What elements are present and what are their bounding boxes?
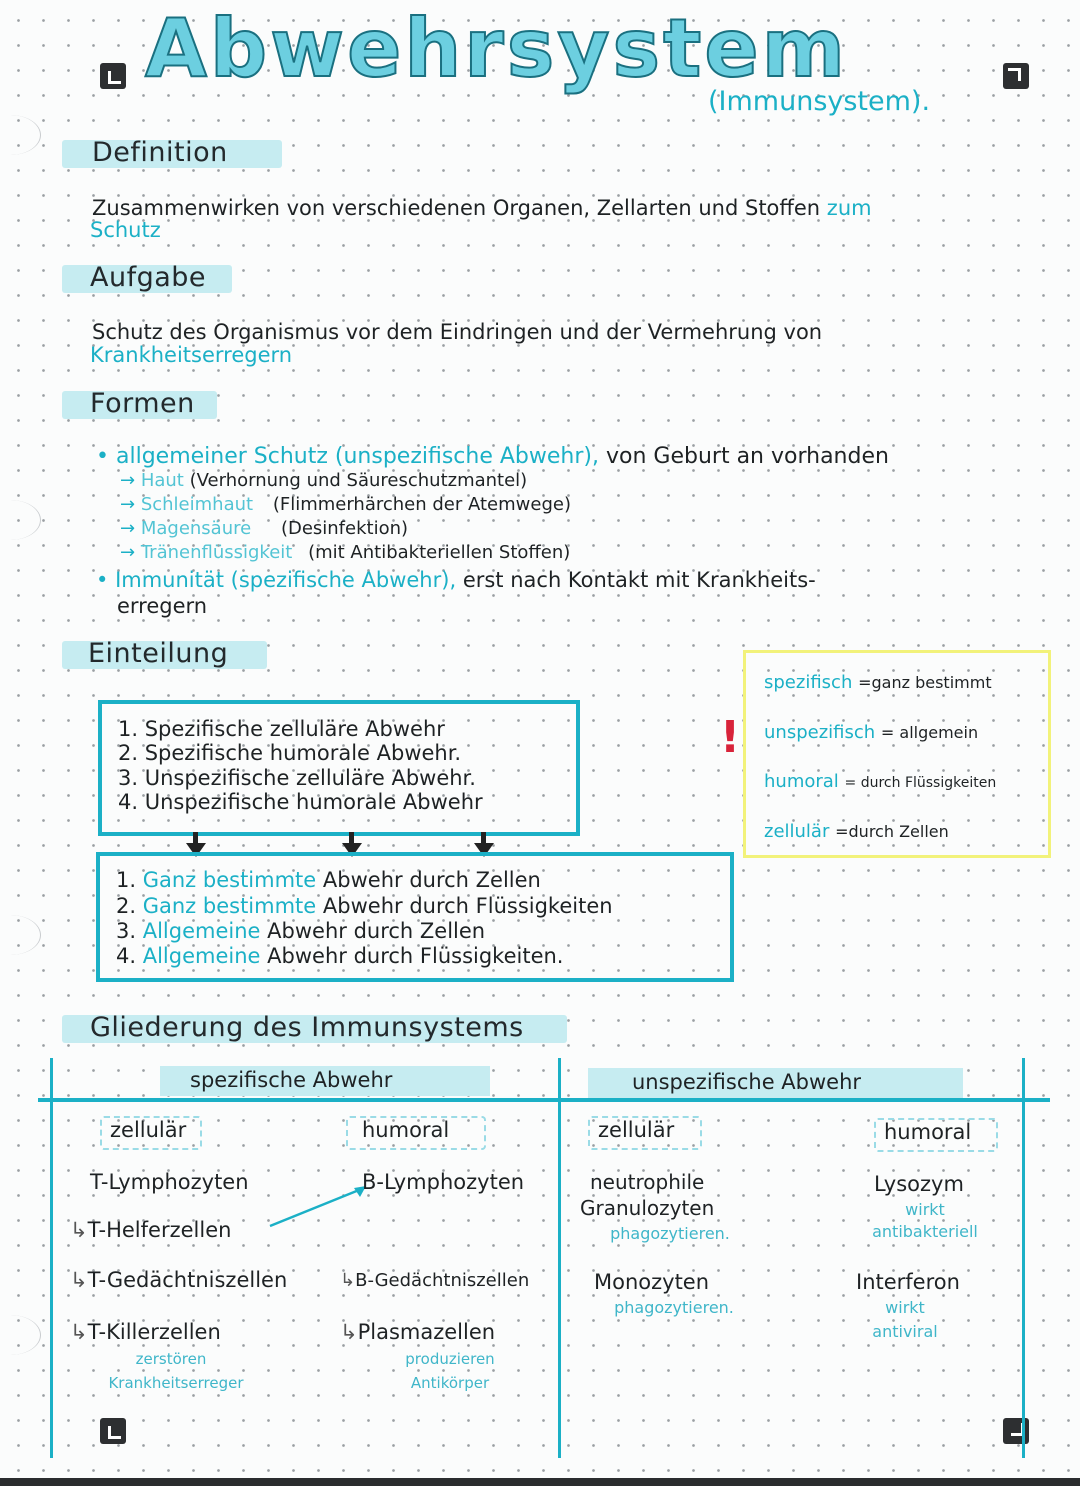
granulozyten: Granulozyten: [580, 1196, 715, 1220]
definition-text: [92, 196, 872, 220]
formen-bullet-1: [96, 444, 889, 469]
formen-sub-3: → Magensäure (Desinfektion): [120, 518, 409, 539]
arrow-helfer-to-b-icon: [266, 1180, 376, 1230]
sub-arrow-icon: ↳: [70, 1268, 88, 1292]
t-helferzellen: ↳T-Helferzellen: [70, 1218, 232, 1242]
arrow-icon: →: [120, 542, 136, 563]
sub-arrow-icon: ↳: [340, 1270, 356, 1291]
header-unspezifisch: unspezifische Abwehr: [632, 1070, 862, 1094]
formen-bullet-1-rest: von Geburt an vorhanden: [606, 444, 889, 469]
formen-bullet-1-cyan: allgemeiner Schutz (unspezifische Abwehr),: [115, 444, 599, 469]
box2-line-4: 4. Allgemeine Abwehr durch Flüssigkeiten.: [116, 944, 564, 968]
col-humoral-unspez: humoral: [884, 1120, 972, 1144]
formen-sub-1: → Haut (Verhornung und Säureschutzmantel): [120, 470, 528, 491]
box2-line-1: 1. Ganz bestimmte Abwehr durch Zellen: [116, 868, 541, 892]
definition-text-cyan-2: Schutz: [90, 218, 161, 242]
def-humoral: humoral = durch Flüssigkeiten: [764, 771, 997, 792]
sub-arrow-icon: ↳: [70, 1320, 88, 1344]
table-header-line: [38, 1098, 1050, 1102]
t-lymphozyten: T-Lymphozyten: [90, 1170, 249, 1194]
col-zellular-spez: zellulär: [110, 1118, 187, 1142]
definition-text-main: Zusammenwirken von verschiedenen Organen, Zellarten und Stoffen: [92, 196, 821, 220]
bullet-icon: •: [96, 444, 109, 469]
page-subtitle: (Immunsystem).: [708, 86, 931, 117]
arrow-icon: →: [120, 518, 136, 539]
arrow-icon: →: [120, 470, 136, 491]
formen-bullet-2-cyan: Immunität (spezifische Abwehr),: [115, 568, 457, 592]
b-gedaechtniszellen: ↳B-Gedächtniszellen: [340, 1270, 530, 1291]
bullet-icon: •: [96, 568, 109, 592]
formen-bullet-2-rest: erst nach Kontakt mit Krankheits-: [462, 568, 816, 592]
plasmazellen: ↳Plasmazellen: [340, 1320, 496, 1344]
table-middle-line: [558, 1058, 561, 1458]
col-humoral-spez: humoral: [362, 1118, 450, 1142]
header-spezifisch: spezifische Abwehr: [190, 1068, 393, 1092]
punch-hole: [0, 115, 41, 155]
aufgabe-text-cyan: Krankheitserregern: [90, 343, 293, 367]
box1-line-2: 2. Spezifische humorale Abwehr.: [118, 741, 462, 765]
heading-einteilung: Einteilung: [88, 638, 229, 669]
interferon: Interferon: [856, 1270, 960, 1294]
b-lymphozyten: B-Lymphozyten: [362, 1170, 525, 1194]
note-krankheitserreger: Krankheitserreger: [108, 1374, 244, 1392]
note-phagozytieren-1: phagozytieren.: [610, 1224, 730, 1243]
def-spezifisch: spezifisch =ganz bestimmt: [764, 672, 992, 693]
box1-line-4: 4. Unspezifische humorale Abwehr: [118, 790, 483, 814]
lysozym: Lysozym: [874, 1172, 964, 1196]
box1-line-3: 3. Unspezifische zelluläre Abwehr.: [118, 766, 476, 790]
sub-arrow-icon: ↳: [340, 1320, 358, 1344]
note-antiviral: antiviral: [872, 1322, 938, 1341]
t-gedaechtniszellen: ↳T-Gedächtniszellen: [70, 1268, 288, 1292]
note-wirkt-2: wirkt: [885, 1298, 925, 1317]
table-right-line: [1022, 1058, 1025, 1458]
col-zellular-unspez: zellulär: [598, 1118, 675, 1142]
page-bottom-edge: [0, 1478, 1080, 1486]
corner-mark-icon: [100, 1418, 126, 1444]
table-left-line: [50, 1058, 53, 1458]
page-title: Abwehrsystem: [145, 2, 848, 95]
box2-line-3: 3. Allgemeine Abwehr durch Zellen: [116, 919, 486, 943]
monozyten: Monozyten: [594, 1270, 710, 1294]
heading-formen: Formen: [90, 388, 195, 419]
definition-text-cyan: zum: [826, 196, 872, 220]
heading-gliederung: Gliederung des Immunsystems: [90, 1012, 524, 1043]
aufgabe-text: Schutz des Organismus vor dem Eindringen und der Vermehrung von: [92, 320, 823, 344]
note-phagozytieren-2: phagozytieren.: [614, 1298, 734, 1317]
note-zerstoeren: zerstören: [135, 1350, 207, 1368]
formen-bullet-2-cont: erregern: [117, 594, 208, 618]
exclamation-icon: !: [720, 712, 741, 763]
sub-arrow-icon: ↳: [70, 1218, 88, 1242]
corner-mark-icon: [100, 63, 126, 89]
note-produzieren: produzieren: [405, 1350, 495, 1368]
formen-sub-4: → Tränenflüssigkeit (mit Antibakteriellen Stoffen): [120, 542, 571, 563]
def-unspezifisch: unspezifisch = allgemein: [764, 722, 979, 743]
punch-hole: [0, 1315, 41, 1355]
formen-bullet-2: [96, 568, 816, 592]
heading-aufgabe: Aufgabe: [90, 262, 207, 293]
arrow-icon: →: [120, 494, 136, 515]
punch-hole: [0, 500, 41, 540]
heading-definition: Definition: [92, 137, 228, 168]
box1-line-1: 1. Spezifische zelluläre Abwehr: [118, 717, 445, 741]
note-antikoerper: Antikörper: [410, 1374, 490, 1392]
formen-sub-2: → Schleimhaut (Flimmerhärchen der Atemwege): [120, 494, 571, 515]
def-zellular: zellulär =durch Zellen: [764, 821, 949, 842]
corner-mark-icon: [1003, 1418, 1029, 1444]
punch-hole: [0, 915, 41, 955]
corner-mark-icon: [1003, 63, 1029, 89]
box2-line-2: 2. Ganz bestimmte Abwehr durch Flüssigkeiten: [116, 894, 613, 918]
neutrophile: neutrophile: [590, 1170, 705, 1194]
note-antibakteriell: antibakteriell: [872, 1222, 978, 1241]
note-wirkt-1: wirkt: [905, 1200, 945, 1219]
t-killerzellen: ↳T-Killerzellen: [70, 1320, 221, 1344]
